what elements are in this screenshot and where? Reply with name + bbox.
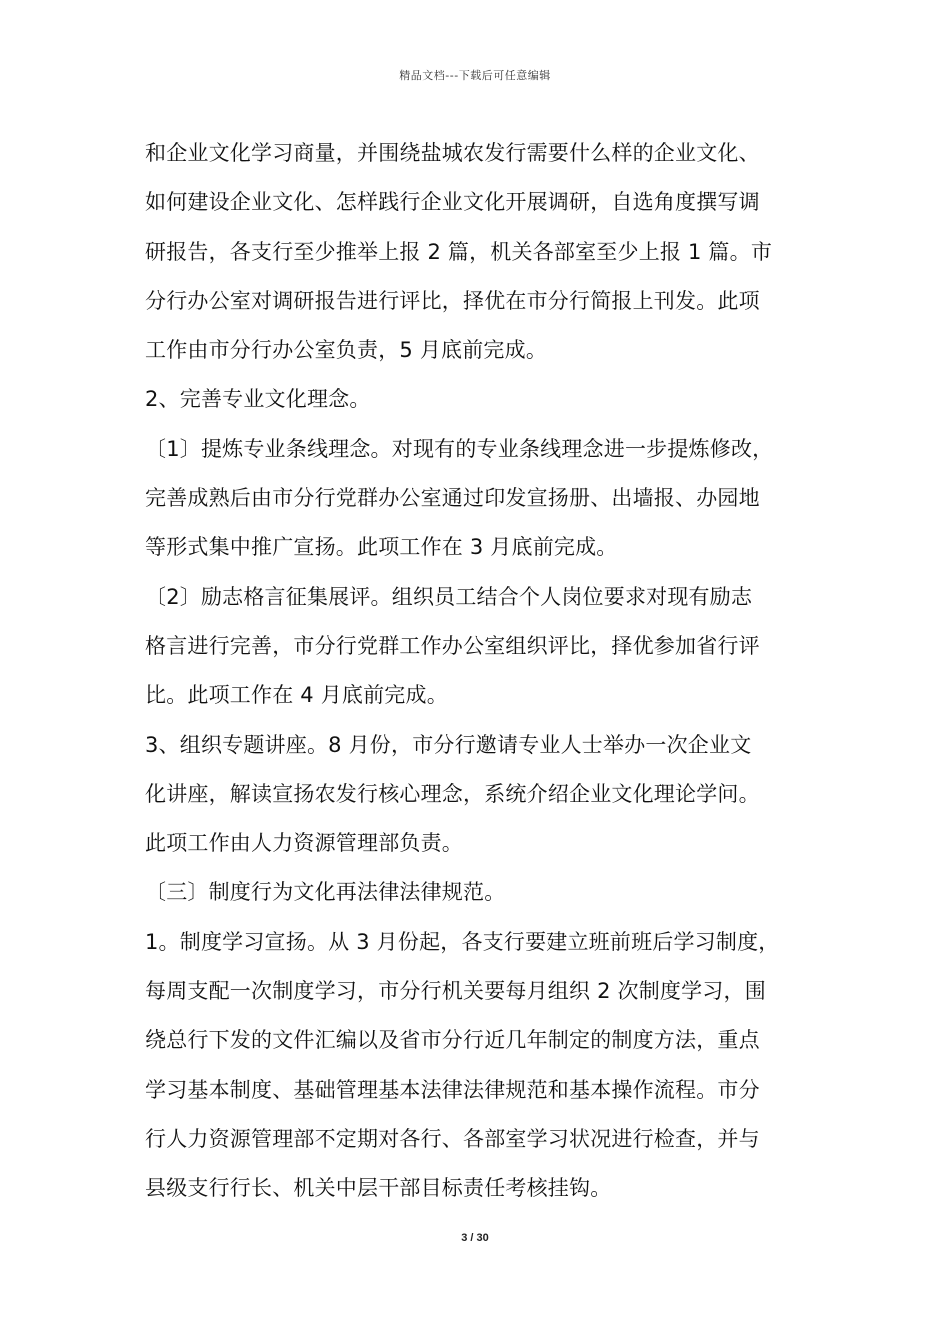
text-line: 1。制度学习宣扬。从 3 月份起，各支行要建立班前班后学习制度，	[145, 929, 780, 954]
document-body	[145, 129, 810, 1214]
page-header: 精品文档---下载后可任意编辑	[399, 69, 551, 82]
text-line: 〔1〕提炼专业条线理念。对现有的专业条线理念进一步提炼修改，	[145, 436, 774, 461]
text-line: 如何建设企业文化、怎样践行企业文化开展调研，自选角度撰写调	[145, 190, 760, 215]
text-line: 和企业文化学习商量，并围绕盐城农发行需要什么样的企业文化、	[145, 141, 760, 165]
text-line: 等形式集中推广宣扬。此项工作在 3 月底前完成。	[145, 535, 618, 560]
text-line: 比。此项工作在 4 月底前完成。	[145, 683, 448, 708]
text-line: 县级支行行长、机关中层干部目标责任考核挂钩。	[145, 1176, 612, 1201]
text-line: 绕总行下发的文件汇编以及省市分行近几年制定的制度方法，重点	[145, 1028, 760, 1053]
text-line: 格言进行完善，市分行党群工作办公室组织评比，择优参加省行评	[145, 633, 760, 658]
text-line: 分行办公室对调研报告进行评比，择优在市分行简报上刊发。此项	[145, 288, 760, 313]
text-line: 完善成熟后由市分行党群办公室通过印发宣扬册、出墙报、办园地	[145, 486, 760, 511]
section-heading: 2、完善专业文化理念。	[145, 387, 371, 412]
text-line: 3、组织专题讲座。8 月份，市分行邀请专业人士举办一次企业文	[145, 732, 752, 757]
text-line: 化讲座，解读宣扬农发行核心理念，系统介绍企业文化理论学问。	[145, 781, 760, 806]
page-number: 3 / 30	[461, 1232, 489, 1244]
text-line: 每周支配一次制度学习，市分行机关要每月组织 2 次制度学习，围	[145, 979, 766, 1004]
section-heading: 〔三〕制度行为文化再法律法律规范。	[145, 880, 506, 905]
text-line: 工作由市分行办公室负责，5 月底前完成。	[145, 338, 548, 363]
text-line: 学习基本制度、基础管理基本法律法律规范和基本操作流程。市分	[145, 1077, 760, 1102]
text-line: 研报告，各支行至少推举上报 2 篇，机关各部室至少上报 1 篇。市	[145, 239, 773, 264]
text-line: 〔2〕励志格言征集展评。组织员工结合个人岗位要求对现有励志	[145, 584, 753, 609]
text-line: 此项工作由人力资源管理部负责。	[145, 831, 463, 856]
text-line: 行人力资源管理部不定期对各行、各部室学习状况进行检查，并与	[145, 1126, 760, 1151]
